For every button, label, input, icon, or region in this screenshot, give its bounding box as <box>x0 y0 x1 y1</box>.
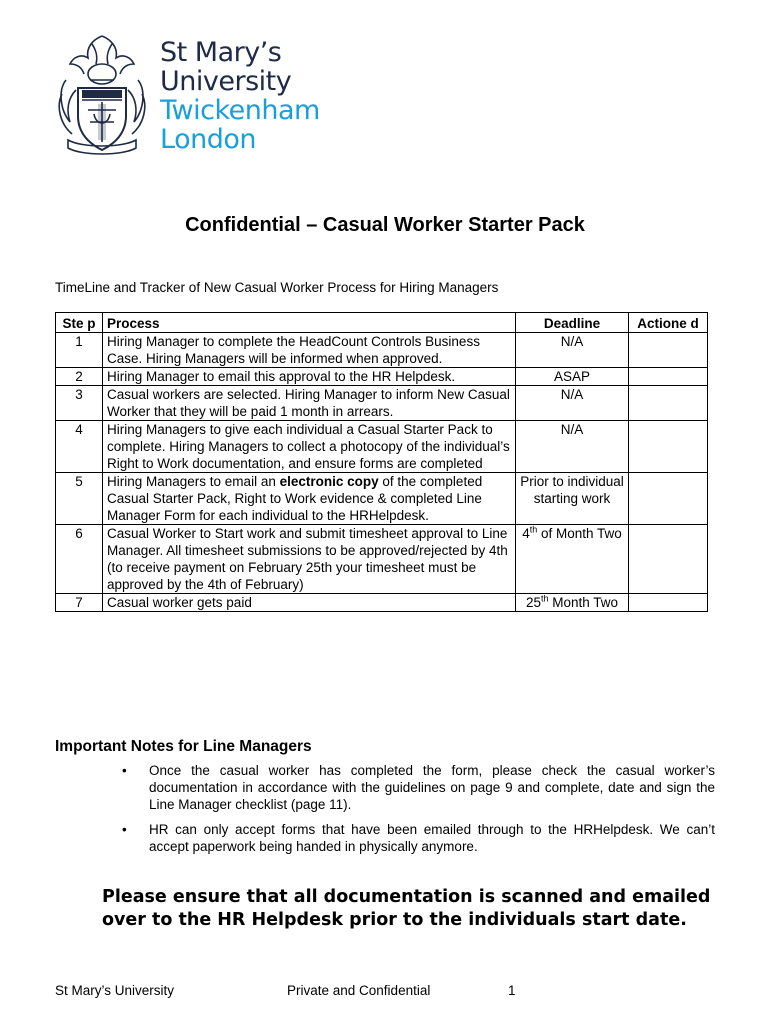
wordmark-line-4: London <box>160 124 256 155</box>
table-row <box>56 333 708 368</box>
process-text: Hiring Managers to email an <box>107 474 280 489</box>
notes-list <box>105 762 715 863</box>
process-text: of the completed Casual Starter Pack, Right to Work evidence & completed Line Manager Form for each individual to the HRHelpdesk. <box>107 474 483 523</box>
wordmark-line-1: St Mary’s <box>160 37 282 68</box>
process-cell: Casual worker gets paid <box>103 594 516 612</box>
deadline-cell: ASAP <box>516 368 629 386</box>
step-cell: 5 <box>56 473 103 525</box>
process-cell <box>103 473 516 525</box>
actioned-cell[interactable] <box>629 594 708 612</box>
actioned-cell[interactable] <box>629 473 708 525</box>
university-crest-logo <box>52 30 152 158</box>
notes-heading: Important Notes for Line Managers <box>55 738 312 755</box>
wordmark-line-2: University <box>160 66 292 97</box>
table-row <box>56 525 708 594</box>
step-cell: 6 <box>56 525 103 594</box>
header-step: Ste p <box>56 313 103 333</box>
page-number: 1 <box>508 983 516 998</box>
step-cell: 2 <box>56 368 103 386</box>
deadline-cell: N/A <box>516 386 629 421</box>
deadline-text: Month Two <box>548 595 619 610</box>
actioned-cell[interactable] <box>629 386 708 421</box>
deadline-number: 25 <box>525 595 541 610</box>
process-bold-text: electronic copy <box>279 474 379 489</box>
step-cell: 4 <box>56 421 103 473</box>
table-row <box>56 386 708 421</box>
important-instruction: Please ensure that all documentation is scanned and emailed over to the HR Helpdesk prior to the individuals start date. <box>102 887 711 930</box>
process-tracker-table <box>55 312 708 612</box>
process-cell: Casual workers are selected. Hiring Manager to inform New Casual Worker that they will be paid 1 month in arrears. <box>103 386 516 421</box>
table-row <box>56 368 708 386</box>
header-actioned: Actione d <box>629 313 708 333</box>
document-title: Confidential – Casual Worker Starter Pack <box>185 214 585 236</box>
process-cell: Hiring Managers to give each individual a Casual Starter Pack to complete. Hiring Managers to collect a photocopy of the individual’s Right to Work documentation, and ensure forms are completed <box>103 421 516 473</box>
deadline-cell: N/A <box>516 421 629 473</box>
deadline-cell: N/A <box>516 333 629 368</box>
crest-icon <box>52 30 152 158</box>
process-cell: Hiring Manager to email this approval to the HR Helpdesk. <box>103 368 516 386</box>
bullet-icon: • <box>122 763 127 778</box>
university-wordmark <box>160 38 320 154</box>
deadline-text: of Month Two <box>537 526 622 541</box>
wordmark-line-3: Twickenham <box>160 95 320 126</box>
header-deadline: Deadline <box>516 313 629 333</box>
bullet-icon: • <box>122 822 127 837</box>
deadline-cell <box>516 594 629 612</box>
footer-center: Private and Confidential <box>287 983 431 998</box>
actioned-cell[interactable] <box>629 525 708 594</box>
table-row <box>56 421 708 473</box>
deadline-number: 4 <box>522 526 530 541</box>
list-item <box>105 821 715 855</box>
table-caption: TimeLine and Tracker of New Casual Worker Process for Hiring Managers <box>55 280 499 295</box>
list-item <box>105 762 715 813</box>
table-header-row <box>56 313 708 333</box>
actioned-cell[interactable] <box>629 368 708 386</box>
actioned-cell[interactable] <box>629 333 708 368</box>
step-cell: 7 <box>56 594 103 612</box>
note-text: Once the casual worker has completed the form, please check the casual worker’s documentation in accordance with the guidelines on page 9 and complete, date and sign the Line Manager checklist (page 11). <box>149 763 715 812</box>
table-row <box>56 594 708 612</box>
deadline-cell: Prior to individual starting work <box>516 473 629 525</box>
actioned-cell[interactable] <box>629 421 708 473</box>
table-row <box>56 473 708 525</box>
step-cell: 1 <box>56 333 103 368</box>
footer-left: St Mary’s University <box>55 983 175 998</box>
deadline-suffix: th <box>540 593 549 604</box>
deadline-suffix: th <box>529 524 538 535</box>
note-text: HR can only accept forms that have been emailed through to the HRHelpdesk. We can’t accept paperwork being handed in physically anymore. <box>149 822 715 854</box>
process-cell: Casual Worker to Start work and submit timesheet approval to Line Manager. All timesheet submissions to be approved/rejected by 4th (to receive payment on February 25th your timesheet must be approved by the 4th of February) <box>103 525 516 594</box>
process-cell: Hiring Manager to complete the HeadCount Controls Business Case. Hiring Managers will be informed when approved. <box>103 333 516 368</box>
deadline-cell <box>516 525 629 594</box>
header-process: Process <box>103 313 516 333</box>
step-cell: 3 <box>56 386 103 421</box>
